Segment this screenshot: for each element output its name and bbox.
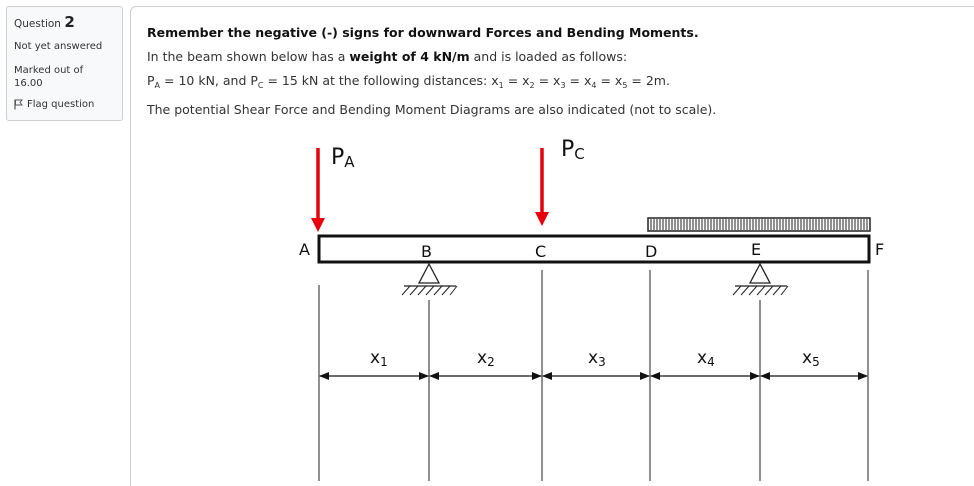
question-state: Not yet answered [14,41,103,52]
question-line-3: $P_A = 10$ kN, and $P_C = 15$ kN at the following distances: $x_1 = x_2 = x_3 = x_4 = x_5 = 2m$. [147,73,670,90]
distance-label-x2: x2 [477,348,495,369]
load-arrow-pc [535,148,549,226]
load-label-pc: PC [561,137,585,163]
question-line-2: In the beam shown below has a weight of 4 kN/m and is loaded as follows: [147,49,628,64]
load-arrow-pa [311,148,325,232]
point-label-c: C [535,242,547,261]
question-line-4: The potential Shear Force and Bending Moment Diagrams are also indicated (not to scale). [147,102,717,117]
distance-label-x1: x1 [370,348,388,369]
marks-label: Marked out of [14,65,84,76]
distance-label-x5: x5 [802,348,820,369]
point-label-a: A [299,240,310,259]
question-line-1: Remember the negative (-) signs for downward Forces and Bending Moments. [147,25,699,40]
question-number: Question 2 [14,13,75,31]
distance-label-x3: x3 [588,348,606,369]
point-label-e: E [751,240,762,259]
point-label-f: F [875,240,885,259]
distributed-load [648,218,870,231]
marks-value: 16.00 [14,78,43,89]
distance-label-x4: x4 [697,348,715,369]
load-label-pa: PA [331,145,355,171]
flag-question-label: Flag question [27,99,95,110]
support-e [733,264,788,295]
point-label-d: D [645,242,658,261]
beam [319,236,869,262]
support-b [402,264,457,295]
point-label-b: B [421,242,432,261]
